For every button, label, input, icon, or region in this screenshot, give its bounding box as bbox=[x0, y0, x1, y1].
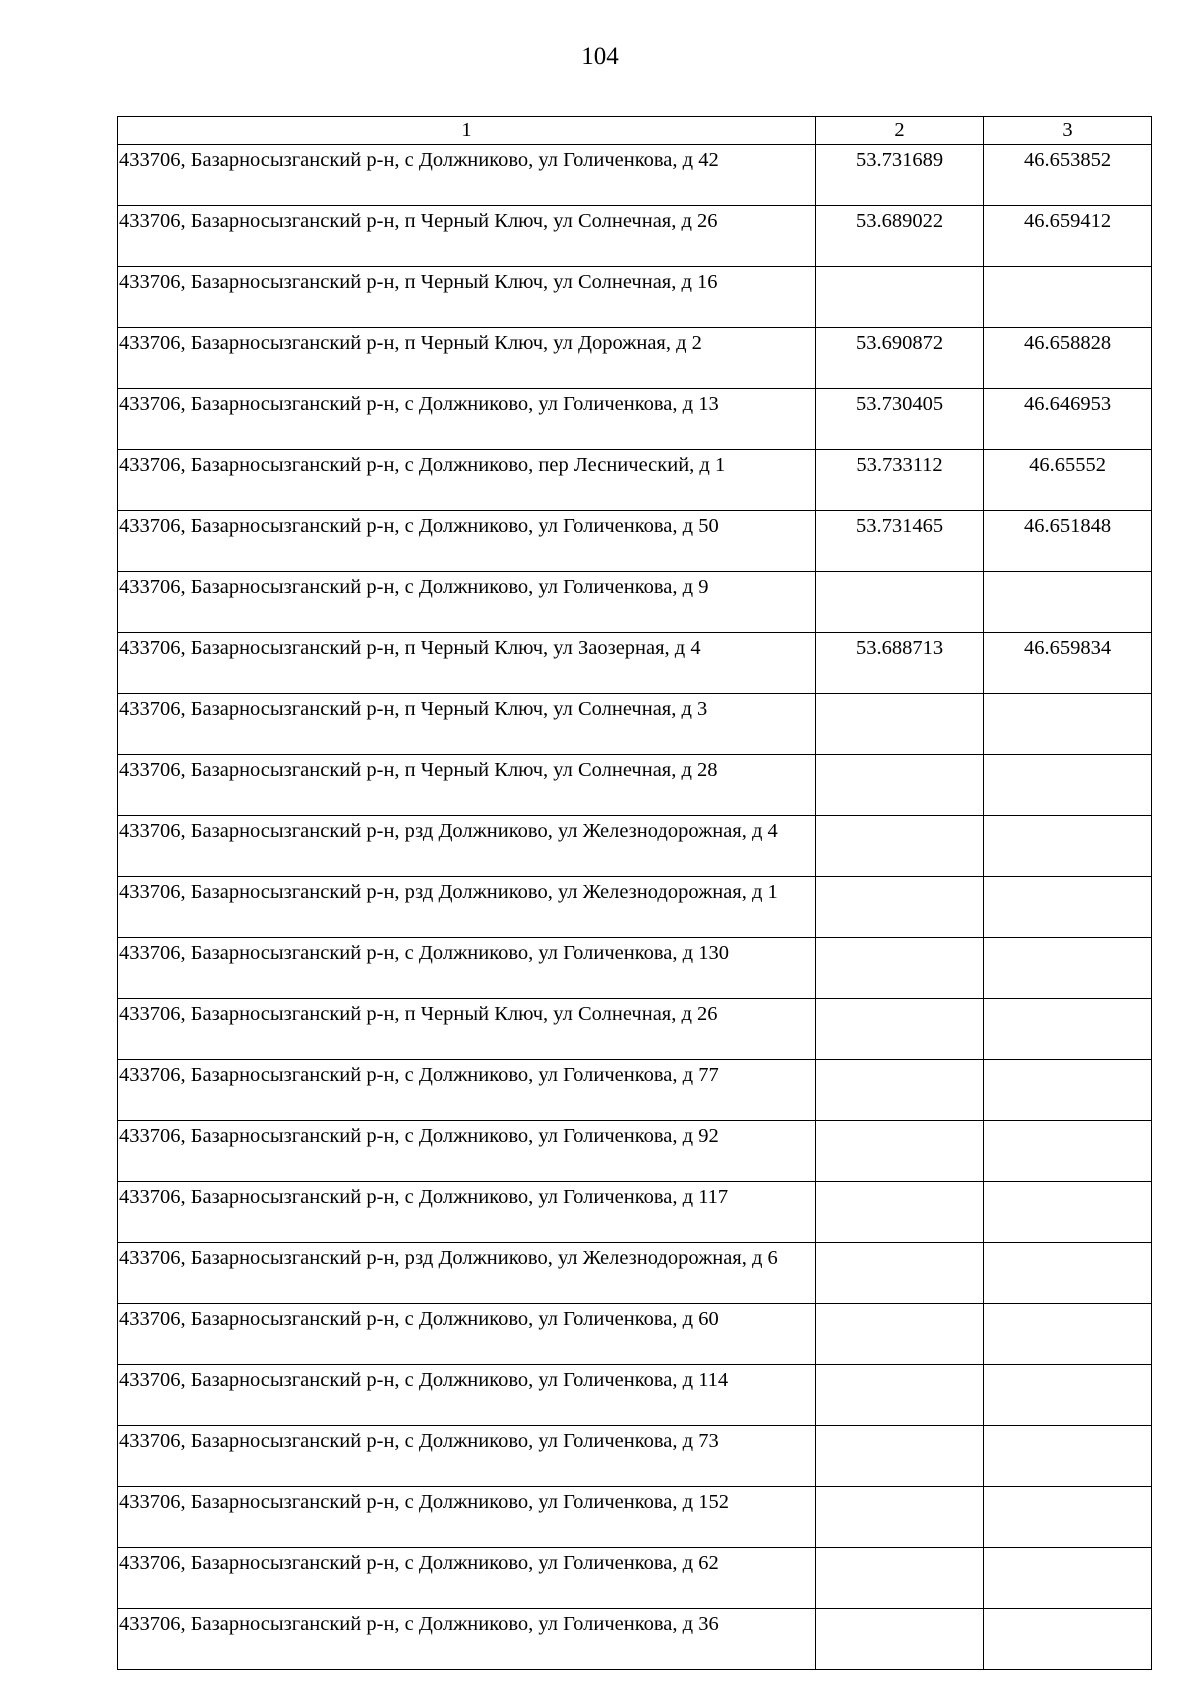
address-cell bbox=[118, 1121, 816, 1182]
table-row bbox=[118, 816, 1152, 877]
column-header-1: 1 bbox=[118, 117, 816, 145]
table-header-row bbox=[118, 117, 1152, 145]
latitude-cell bbox=[816, 267, 984, 328]
longitude-cell bbox=[984, 877, 1152, 938]
address-cell bbox=[118, 633, 816, 694]
address-cell bbox=[118, 1182, 816, 1243]
longitude-cell bbox=[984, 1609, 1152, 1670]
table-row bbox=[118, 1060, 1152, 1121]
address-cell bbox=[118, 694, 816, 755]
longitude-cell bbox=[984, 1365, 1152, 1426]
table-row bbox=[118, 1487, 1152, 1548]
latitude-cell: 53.733112 bbox=[816, 450, 984, 511]
address-cell bbox=[118, 1304, 816, 1365]
table-row bbox=[118, 755, 1152, 816]
table-row bbox=[118, 1426, 1152, 1487]
latitude-cell bbox=[816, 877, 984, 938]
table-row bbox=[118, 999, 1152, 1060]
longitude-cell: 46.659412 bbox=[984, 206, 1152, 267]
latitude-cell bbox=[816, 1365, 984, 1426]
latitude-cell bbox=[816, 1243, 984, 1304]
table-row bbox=[118, 328, 1152, 389]
address-text: 433706, Базарносызганский р-н, п Черный Ключ, ул Солнечная, д 26 bbox=[119, 210, 718, 232]
longitude-cell bbox=[984, 1426, 1152, 1487]
latitude-cell bbox=[816, 1182, 984, 1243]
address-cell bbox=[118, 267, 816, 328]
address-text: 433706, Базарносызганский р-н, рзд Должниково, ул Железнодорожная, д 1 bbox=[119, 881, 778, 903]
address-text: 433706, Базарносызганский р-н, с Должниково, ул Голиченкова, д 77 bbox=[119, 1064, 719, 1086]
table-row bbox=[118, 1121, 1152, 1182]
table-row bbox=[118, 1182, 1152, 1243]
table-row bbox=[118, 1365, 1152, 1426]
address-cell bbox=[118, 450, 816, 511]
address-text: 433706, Базарносызганский р-н, с Должниково, ул Голиченкова, д 114 bbox=[119, 1369, 729, 1391]
table-row bbox=[118, 1609, 1152, 1670]
address-text: 433706, Базарносызганский р-н, с Должниково, ул Голиченкова, д 36 bbox=[119, 1613, 719, 1635]
latitude-cell bbox=[816, 694, 984, 755]
latitude-cell: 53.688713 bbox=[816, 633, 984, 694]
longitude-cell bbox=[984, 694, 1152, 755]
latitude-cell: 53.730405 bbox=[816, 389, 984, 450]
longitude-cell bbox=[984, 1243, 1152, 1304]
longitude-cell: 46.646953 bbox=[984, 389, 1152, 450]
address-cell bbox=[118, 1548, 816, 1609]
longitude-cell bbox=[984, 1548, 1152, 1609]
address-cell bbox=[118, 938, 816, 999]
address-table bbox=[117, 116, 1152, 1670]
address-text: 433706, Базарносызганский р-н, п Черный Ключ, ул Дорожная, д 2 bbox=[119, 332, 702, 354]
longitude-cell: 46.658828 bbox=[984, 328, 1152, 389]
column-header-2: 2 bbox=[816, 117, 984, 145]
latitude-cell bbox=[816, 999, 984, 1060]
address-text: 433706, Базарносызганский р-н, рзд Должниково, ул Железнодорожная, д 6 bbox=[119, 1247, 778, 1269]
table-row bbox=[118, 389, 1152, 450]
latitude-cell bbox=[816, 816, 984, 877]
latitude-cell bbox=[816, 1609, 984, 1670]
table-row bbox=[118, 572, 1152, 633]
address-cell bbox=[118, 145, 816, 206]
address-cell bbox=[118, 1365, 816, 1426]
table-row bbox=[118, 1243, 1152, 1304]
address-cell bbox=[118, 1060, 816, 1121]
latitude-cell bbox=[816, 1548, 984, 1609]
longitude-cell bbox=[984, 816, 1152, 877]
address-cell bbox=[118, 999, 816, 1060]
table-row bbox=[118, 938, 1152, 999]
address-cell bbox=[118, 1487, 816, 1548]
latitude-cell bbox=[816, 938, 984, 999]
address-text: 433706, Базарносызганский р-н, с Должниково, ул Голиченкова, д 92 bbox=[119, 1125, 719, 1147]
latitude-cell bbox=[816, 572, 984, 633]
address-text: 433706, Базарносызганский р-н, с Должниково, ул Голиченкова, д 9 bbox=[119, 576, 709, 598]
address-text: 433706, Базарносызганский р-н, с Должниково, ул Голиченкова, д 152 bbox=[119, 1491, 729, 1513]
address-cell bbox=[118, 755, 816, 816]
latitude-cell: 53.690872 bbox=[816, 328, 984, 389]
address-text: 433706, Базарносызганский р-н, с Должниково, ул Голиченкова, д 42 bbox=[119, 149, 719, 171]
latitude-cell bbox=[816, 1304, 984, 1365]
table-row bbox=[118, 694, 1152, 755]
address-text: 433706, Базарносызганский р-н, п Черный Ключ, ул Солнечная, д 28 bbox=[119, 759, 718, 781]
latitude-cell: 53.731465 bbox=[816, 511, 984, 572]
table-row bbox=[118, 145, 1152, 206]
longitude-cell bbox=[984, 1060, 1152, 1121]
latitude-cell bbox=[816, 1426, 984, 1487]
longitude-cell bbox=[984, 999, 1152, 1060]
address-cell bbox=[118, 877, 816, 938]
address-text: 433706, Базарносызганский р-н, с Должниково, пер Леснический, д 1 bbox=[119, 454, 726, 476]
table-row bbox=[118, 206, 1152, 267]
address-text: 433706, Базарносызганский р-н, п Черный Ключ, ул Солнечная, д 16 bbox=[119, 271, 718, 293]
address-text: 433706, Базарносызганский р-н, с Должниково, ул Голиченкова, д 13 bbox=[119, 393, 719, 415]
address-cell bbox=[118, 816, 816, 877]
latitude-cell bbox=[816, 755, 984, 816]
address-cell bbox=[118, 511, 816, 572]
longitude-cell bbox=[984, 1487, 1152, 1548]
latitude-cell: 53.731689 bbox=[816, 145, 984, 206]
address-text: 433706, Базарносызганский р-н, п Черный Ключ, ул Заозерная, д 4 bbox=[119, 637, 701, 659]
address-text: 433706, Базарносызганский р-н, с Должниково, ул Голиченкова, д 117 bbox=[119, 1186, 729, 1208]
table-row bbox=[118, 633, 1152, 694]
address-text: 433706, Базарносызганский р-н, рзд Должниково, ул Железнодорожная, д 4 bbox=[119, 820, 778, 842]
table-row bbox=[118, 877, 1152, 938]
longitude-cell bbox=[984, 1121, 1152, 1182]
longitude-cell: 46.65552 bbox=[984, 450, 1152, 511]
longitude-cell bbox=[984, 267, 1152, 328]
address-cell bbox=[118, 1609, 816, 1670]
address-cell bbox=[118, 1243, 816, 1304]
longitude-cell bbox=[984, 1182, 1152, 1243]
longitude-cell: 46.659834 bbox=[984, 633, 1152, 694]
address-text: 433706, Базарносызганский р-н, с Должниково, ул Голиченкова, д 130 bbox=[119, 942, 729, 964]
address-text: 433706, Базарносызганский р-н, с Должниково, ул Голиченкова, д 73 bbox=[119, 1430, 719, 1452]
table-body bbox=[118, 117, 1152, 1670]
column-header-3: 3 bbox=[984, 117, 1152, 145]
table-row bbox=[118, 511, 1152, 572]
longitude-cell bbox=[984, 1304, 1152, 1365]
latitude-cell: 53.689022 bbox=[816, 206, 984, 267]
address-text: 433706, Базарносызганский р-н, с Должниково, ул Голиченкова, д 50 bbox=[119, 515, 719, 537]
address-text: 433706, Базарносызганский р-н, п Черный Ключ, ул Солнечная, д 26 bbox=[119, 1003, 718, 1025]
table-row bbox=[118, 1304, 1152, 1365]
page-number: 104 bbox=[581, 43, 619, 70]
address-text: 433706, Базарносызганский р-н, с Должниково, ул Голиченкова, д 60 bbox=[119, 1308, 719, 1330]
latitude-cell bbox=[816, 1121, 984, 1182]
longitude-cell bbox=[984, 572, 1152, 633]
address-cell bbox=[118, 572, 816, 633]
longitude-cell: 46.653852 bbox=[984, 145, 1152, 206]
address-cell bbox=[118, 206, 816, 267]
address-cell bbox=[118, 328, 816, 389]
address-text: 433706, Базарносызганский р-н, с Должниково, ул Голиченкова, д 62 bbox=[119, 1552, 719, 1574]
longitude-cell: 46.651848 bbox=[984, 511, 1152, 572]
table-row bbox=[118, 450, 1152, 511]
table-row bbox=[118, 267, 1152, 328]
table-row bbox=[118, 1548, 1152, 1609]
address-text: 433706, Базарносызганский р-н, п Черный Ключ, ул Солнечная, д 3 bbox=[119, 698, 708, 720]
address-cell bbox=[118, 389, 816, 450]
longitude-cell bbox=[984, 755, 1152, 816]
longitude-cell bbox=[984, 938, 1152, 999]
latitude-cell bbox=[816, 1060, 984, 1121]
address-cell bbox=[118, 1426, 816, 1487]
latitude-cell bbox=[816, 1487, 984, 1548]
